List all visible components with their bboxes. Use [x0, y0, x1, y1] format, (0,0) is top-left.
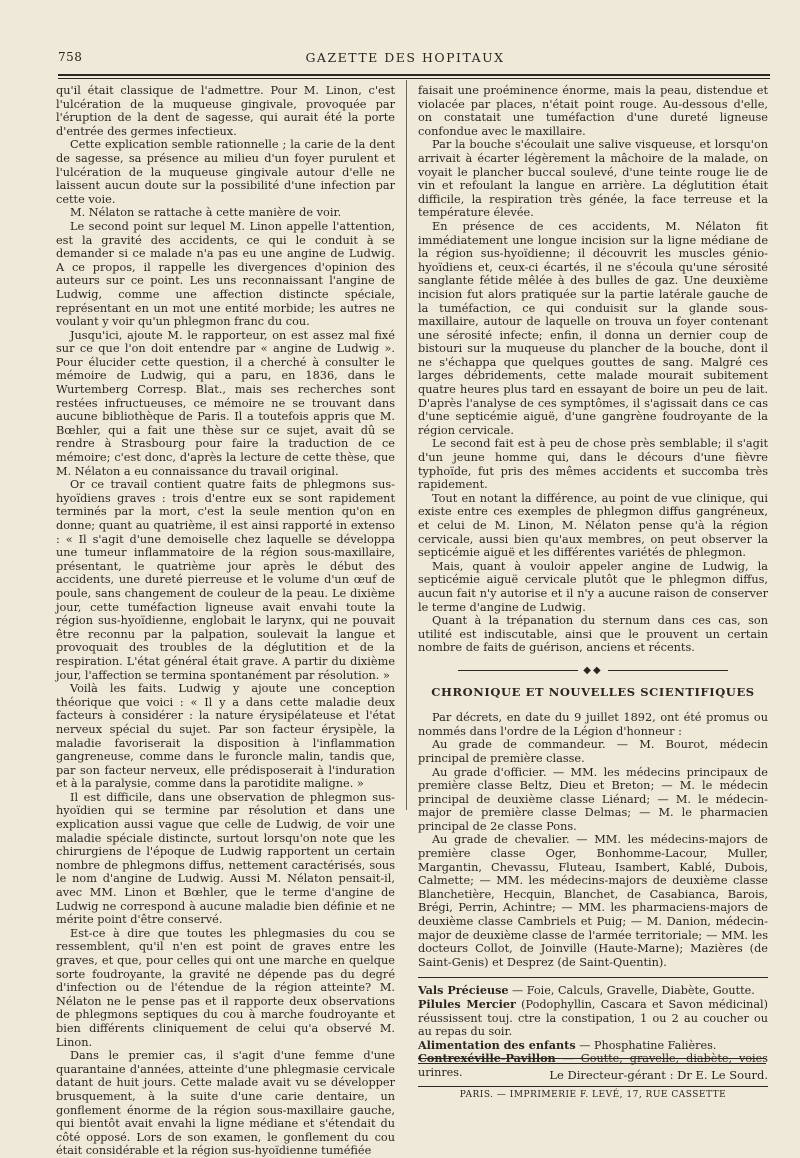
body-paragraph: Jusqu'ici, ajoute M. le rapporteur, on est assez mal fixé sur ce que l'on doit entendre par « angine de Ludwig ». Pour élucider cette question, il a cherché à consulter le mémoire de Ludwig, qui a paru, en 1836, dans le Wurtemberg Corresp. Blat., mais ses recherches sont restées infructueuses, ce mémoire ne se trouvant dans aucune bibliothèque de Paris. Il a toutefois appris que M. Bœhler, qui a fait une thèse sur ce sujet, avait dû se rendre à Strasbourg pour faire la traduction de ce mémoire; c'est donc, d'après la lecture de cette thèse, que M. Nélaton a eu connaissance du travail original.: [56, 328, 395, 478]
body-paragraph: Est-ce à dire que toutes les phlegmasies du cou se ressemblent, qu'il n'en est point de graves entre les graves, et que, pour celles qui ont une marche en quelque sorte foudroyante, la gravité ne dépende pas du degré d'infection ou de l'étendue de la région atteinte? M. Nélaton ne le pense pas et il rapporte deux observations de phlegmons septiques du cou à marche foudroyante et bien différents cliniquement de celui qu'a observé M. Linon.: [56, 926, 395, 1049]
advertisement-name: Vals Précieuse: [418, 983, 509, 998]
chronique-title: CHRONIQUE ET NOUVELLES SCIENTIFIQUES: [431, 684, 755, 699]
section-ornament: ◆◆: [418, 664, 768, 678]
body-paragraph: faisait une proéminence énorme, mais la peau, distendue et violacée par places, n'était point rouge. Au-dessous d'elle, on constatait une tuméfaction d'une dureté ligneuse confondue avec le maxillaire.: [418, 84, 768, 138]
body-paragraph: Quant à la trépanation du sternum dans ces cas, son utilité est indiscutable, ainsi que le prouvent un certain nombre de faits de guérison, anciens et récents.: [418, 614, 768, 655]
body-paragraph: Tout en notant la différence, au point de vue clinique, qui existe entre ces exemples de phlegmon diffus gangréneux, et celui de M. Linon, M. Nélaton pense qu'à la région cervicale, aussi bien qu'aux membres, on peut observer la septicémie aiguë et les différentes variétés de phlegmon.: [418, 491, 768, 560]
director-signature: Le Directeur-gérant : Dr E. Le Sourd.: [549, 1068, 768, 1082]
body-paragraph: Le second point sur lequel M. Linon appelle l'attention, est la gravité des accidents, ce qui le conduit à se demander si ce malade n'a pas eu une angine de Ludwig. A ce propos, il rappelle les divergences d'opinion des auteurs sur ce point. Les uns reconnaissant l'angine de Ludwig, comme une affection distincte spéciale, représentant en un mot une entité morbide; les autres ne voulant y voir qu'un phlegmon franc du cou.: [56, 219, 395, 329]
header-rule: [58, 74, 770, 79]
chronique-paragraph: Au grade de chevalier. — MM. les médecins-majors de première classe Oger, Bonhomme-Lacour, Muller, Margantin, Chevassu, Fluteau, Isambert, Kablé, Dubois, Calmette; — MM. les médecins-majors de deuxième classe Blanchetière, Hecquin, Blanchet, de Casabianca, Barois, Brégi, Perrin, Achintre; — MM. les pharmaciens-majors de deuxième classe Cambriels et Puig; — M. Danion, médecin-major de deuxième classe de l'armée territoriale; — MM. les docteurs Collot, de Joinville (Haute-Marne); Mazières (de Saint-Genis) et Desprez (de Saint-Quentin).: [418, 833, 768, 969]
chronique-paragraph: Par décrets, en date du 9 juillet 1892, ont été promus ou nommés dans l'ordre de la Légion d'honneur :: [418, 711, 768, 738]
body-paragraph: Mais, quant à vouloir appeler angine de Ludwig, la septicémie aiguë cervicale plutôt que le phlegmon diffus, aucun fait n'y autorise et il n'y a aucune raison de conserver le terme d'angine de Ludwig.: [418, 559, 768, 614]
body-paragraph: M. Nélaton se rattache à cette manière de voir.: [70, 206, 342, 220]
body-paragraph: Dans le premier cas, il s'agit d'une femme d'une quarantaine d'années, atteinte d'une phlegmasie cervicale datant de huit jours. Cette malade avait vu se développer brusquement, à la suite d'une carie dentaire, un gonflement énorme de la région sous-maxillaire gauche, qui bientôt avait envahi la ligne médiane et s'étendait du côté opposé. Lors de son examen, le gonflement du cou était considérable et la région sus-hyoïdienne tuméfiée: [56, 1049, 395, 1158]
body-paragraph: qu'il était classique de l'admettre. Pour M. Linon, c'est l'ulcération de la muqueuse gingivale, provoquée par l'éruption de la dent de sagesse, qui aurait été la porte d'entrée des germes infectieux.: [56, 84, 395, 138]
column-divider: [406, 80, 407, 810]
advertisement-text: — Foie, Calculs, Gravelle, Diabète, Goutte.: [508, 984, 755, 998]
chronique-paragraph: Au grade d'officier. — MM. les médecins principaux de première classe Beltz, Dieu et Breton; — M. le médecin principal de deuxième classe Liénard; — M. le médecin-major de première classe Delmas; — M. le pharmacien principal de 2e classe Pons.: [418, 765, 768, 833]
ads-rule: [418, 977, 768, 978]
body-paragraph: Il est difficile, dans une observation de phlegmon sus-hyoïdien qui se termine par résolution et dans une explication aussi vague que celle de Ludwig, de voir une maladie spéciale distincte, surtout lorsqu'on note que les chirurgiens de l'époque de Ludwig rapportent un certain nombre de phlegmons diffus, nettement caractérisés, sous le nom d'angine de Ludwig. Aussi M. Nélaton pensait-il, avec MM. Linon et Bœhler, que le terme d'angine de Ludwig ne correspond à aucune maladie bien définie et ne mérite point d'être conservé.: [56, 790, 395, 927]
right-column: [418, 84, 768, 1080]
right-column-text: [418, 84, 768, 655]
advertisement-text: — Phosphatine Falières.: [575, 1038, 717, 1052]
body-paragraph: Par la bouche s'écoulait une salive visqueuse, et lorsqu'on arrivait à écarter légèrement la mâchoire de la malade, on voyait le plancher buccal soulevé, d'une teinte rouge lie de vin et refoulant la langue en arrière. La déglutition était difficile, la respiration très génée, la face terreuse et la température élevée.: [418, 138, 768, 220]
advertisement-name: Alimentation des enfants: [418, 1037, 576, 1052]
body-paragraph: Or ce travail contient quatre faits de phlegmons sus-hyoïdiens graves : trois d'entre eux se sont rapidement terminés par la mort, c'est la seule mention qu'on en donne; quant au quatrième, il est ainsi rapporté in extenso : « Il s'agit d'une demoiselle chez laquelle se développa une tumeur inflammatoire de la région sous-maxillaire, présentant, le quatrième jour après le début des accidents, une dureté pierreuse et le volume d'un œuf de poule, sans changement de couleur de la peau. Le dixième jour, cette tuméfaction ligneuse avait envahi toute la région sus-hyoïdienne, englobait le larynx, qui ne pouvait être reconnu par la palpation, soulevait la langue et provoquait des troubles de la déglutition et de la respiration. L'état général était grave. A partir du dixième jour, l'affection se termina spontanément par résolution. »: [56, 478, 395, 682]
advertisement-item: [418, 998, 768, 1039]
chronique-text: [418, 711, 768, 969]
page-number: 758: [58, 50, 83, 64]
signature-rule: [418, 1058, 766, 1064]
body-paragraph: En présence de ces accidents, M. Nélaton fit immédiatement une longue incision sur la ligne médiane de la région sus-hyoïdienne; il découvrit les muscles génio-hyoïdiens et, ceux-ci écartés, il ne s'écoula qu'une sérosité sanglante fétide mêlée à des bulles de gaz. Une deuxième incision fut alors pratiquée sur la partie latérale gauche de la tuméfaction, ce qui conduisit sur la glande sous-maxillaire, autour de laquelle on trouva un foyer contenant une sérosité infecte; enfin, il donna un dernier coup de bistouri sur la muqueuse du plancher de la bouche, dont il ne s'échappa que quelques gouttes de sang. Malgré ces larges débridements, cette malade mourait subitement quatre heures plus tard en essayant de boire un peu de lait. D'après l'analyse de ces symptômes, il s'agissait dans ce cas d'une septicémie aiguë, d'une gangrène foudroyante de la région cervicale.: [418, 219, 768, 437]
chronique-paragraph: Au grade de commandeur. — M. Bourot, médecin principal de première classe.: [418, 738, 768, 765]
running-header: [40, 48, 770, 70]
advertisement-item: [418, 1039, 768, 1053]
advertisement-name: Contrexéville-Pavillon: [418, 1051, 556, 1066]
journal-title: GAZETTE DES HOPITAUX: [305, 50, 505, 65]
signature-block: [418, 1058, 768, 1100]
body-paragraph: Le second fait est à peu de chose près semblable; il s'agit d'un jeune homme qui, dans le décours d'une fièvre typhoïde, fut pris des mêmes accidents et succomba très rapidement.: [418, 437, 768, 492]
advertisement-item: [418, 984, 768, 998]
advertisement-name: Pilules Mercier: [418, 997, 516, 1011]
advertisement-text: (Podophyllin, Cascara et Savon médicinal) réussissent touj. ctre la constipation, 1 ou 2 au coucher ou au repas du soir.: [418, 998, 769, 1039]
printer-imprint: PARIS. — IMPRIMERIE F. LEVÉ, 17, RUE CASSETTE: [418, 1086, 768, 1100]
body-paragraph: Voilà les faits. Ludwig y ajoute une conception théorique que voici : « Il y a dans cette maladie deux facteurs à considérer : la nature érysipélateuse et l'état nerveux spécial du sujet. Par son facteur érysipèle, la maladie favoriserait la disposition à l'inflammation gangreneuse, comme dans le furoncle malin, tandis que, par son facteur nerveux, elle prédisposerait à l'induration et à la paralysie, comme dans la parotidite maligne. »: [56, 682, 395, 791]
advertisement-text: — Goutte, gravelle, diabète, voies urinres.: [418, 1052, 768, 1079]
body-paragraph: Cette explication semble rationnelle ; la carie de la dent de sagesse, sa présence au milieu d'un foyer purulent et l'ulcération de la muqueuse gingivale autour d'elle ne laissent aucun doute sur la possibilité d'une infection par cette voie.: [56, 138, 395, 206]
left-column: [56, 84, 395, 1158]
